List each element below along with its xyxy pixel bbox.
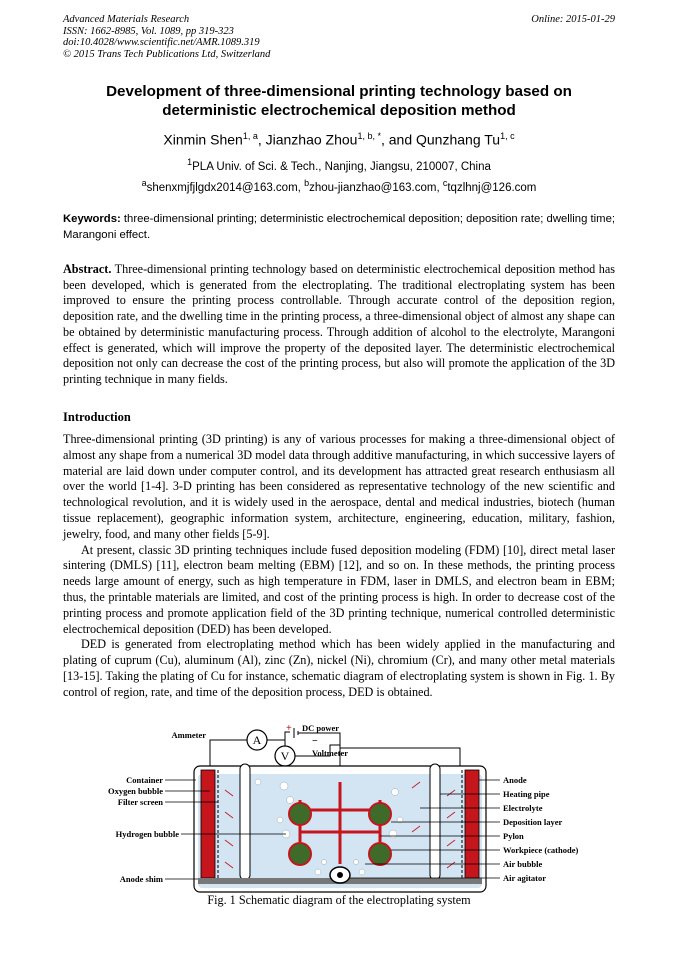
plus-sign: + bbox=[286, 723, 292, 734]
figure-caption: Fig. 1 Schematic diagram of the electroplating system bbox=[207, 893, 471, 907]
ammeter-label: Ammeter bbox=[171, 730, 206, 740]
introduction-body bbox=[63, 432, 615, 701]
keywords-label: Keywords: bbox=[63, 213, 121, 225]
workpiece-1 bbox=[289, 803, 311, 825]
keywords bbox=[63, 212, 615, 243]
label-workpiece: Workpiece (cathode) bbox=[503, 845, 579, 855]
email-b: zhou-jianzhao@163.com, bbox=[309, 181, 443, 194]
affiliation-sup: 1 bbox=[187, 157, 193, 167]
label-heating-pipe: Heating pipe bbox=[503, 789, 550, 799]
label-oxygen-bubble: Oxygen bubble bbox=[107, 786, 163, 796]
issn: ISSN: 1662-8985, Vol. 1089, pp 319-323 bbox=[63, 25, 234, 37]
email-c-sup: c bbox=[442, 178, 448, 188]
label-filter-screen: Filter screen bbox=[117, 797, 163, 807]
label-electrolyte: Electrolyte bbox=[503, 803, 543, 813]
intro-paragraph-2: At present, classic 3D printing techniques include fused deposition modeling (FDM) [10], direct metal laser sintering (DMLS) [11], electron beam melting (EBM) [12], and so on. In these methods, the printing process needs large amount of energy, such as high temperature in FDM, laser in DMLS, and electron beam in EBM; thus, the printable materials are limited, and cost of the printing process is high. In order to decrease cost of the printing process and promote application field of the 3D printing technique, numerical controlled deterministic electrochemical deposition (DED) has been developed. bbox=[63, 542, 615, 636]
authors: Xinmin Shen$^{1, a}$, Jianzhao Zhou$^{1, b, *}$, and Qunzhang Tu$^{1, c}$ bbox=[163, 131, 515, 148]
journal-name: Advanced Materials Research bbox=[63, 14, 190, 25]
dc-power-label: DC power bbox=[302, 723, 340, 733]
workpiece-4 bbox=[369, 843, 391, 865]
doi: doi:10.4028/www.scientific.net/AMR.1089.319 bbox=[63, 37, 260, 49]
left-heating-pipe bbox=[240, 764, 250, 880]
copyright: © 2015 Trans Tech Publications Ltd, Switzerland bbox=[63, 48, 271, 60]
right-anode bbox=[465, 770, 479, 878]
email-a-sup: a bbox=[141, 178, 147, 188]
introduction-heading: Introduction bbox=[63, 410, 131, 424]
workpiece-2 bbox=[369, 803, 391, 825]
label-anode: Anode bbox=[503, 775, 527, 785]
abstract-label: Abstract. bbox=[63, 262, 112, 276]
online-date: Online: 2015-01-29 bbox=[531, 14, 615, 25]
journal-header bbox=[63, 14, 615, 60]
emails bbox=[60, 178, 618, 194]
label-deposition-layer: Deposition layer bbox=[503, 817, 563, 827]
author-2: Jianzhao Zhou bbox=[265, 131, 358, 148]
email-a: shenxmjfjlgdx2014@163.com, bbox=[146, 181, 305, 194]
label-air-agitator: Air agitator bbox=[503, 873, 547, 883]
author-3-sup: 1, c bbox=[500, 131, 515, 141]
label-pylon: Pylon bbox=[503, 831, 524, 841]
ammeter-letter: A bbox=[252, 733, 262, 747]
label-hydrogen-bubble: Hydrogen bubble bbox=[115, 829, 179, 839]
label-air-bubble: Air bubble bbox=[503, 859, 543, 869]
label-anode-shim: Anode shim bbox=[119, 874, 163, 884]
paper-title: Development of three-dimensional printing technology based on deterministic electrochemical deposition method bbox=[106, 83, 572, 119]
abstract bbox=[63, 262, 615, 388]
electroplating-diagram bbox=[90, 722, 600, 898]
left-anode bbox=[201, 770, 215, 878]
affiliation bbox=[60, 157, 618, 173]
minus-sign: − bbox=[312, 736, 318, 747]
affiliation-text: PLA Univ. of Sci. & Tech., Nanjing, Jiangsu, 210007, China bbox=[192, 160, 491, 173]
intro-paragraph-1: Three-dimensional printing (3D printing) is any of various processes for making a three-dimensional object of almost any shape from a numerical 3D model data through additive manufacturing, in which successive layers of material are laid down under computer control, and its development has attracted great research enthusiasm all over the world [1-4]. 3-D printing has been considered as representative technology of the new scientific and technological revolution, and it is widely used in the aerospace, dental and medical industries, biotech (human tissue replacement), geographic information system, architecture, engineering, education, military, fashion, jewelry, food, and many other fields [5-9]. bbox=[63, 432, 615, 541]
author-2-sup: 1, b, * bbox=[357, 131, 381, 141]
voltmeter-label: Voltmeter bbox=[312, 748, 349, 758]
author-3: Qunzhang Tu bbox=[416, 131, 501, 148]
email-b-sup: b bbox=[304, 178, 310, 188]
author-sep: , and bbox=[380, 131, 416, 148]
author-1: Xinmin Shen bbox=[163, 131, 243, 148]
voltmeter-letter: V bbox=[280, 749, 290, 763]
abstract-text: Three-dimensional printing technology based on deterministic electrochemical deposition method has been developed, which is generated from the electroplating. The traditional electroplating system has been improved to ensure the printing process controllable. Through accurate control of the deposition region, deposition rate, and the dwelling time in the printing process, a three-dimensional object of almost any shape can be obtained by deterministic manufacturing process. Through addition of alcohol to the electrolyte, Marangoni effect is generated, which will improve the property of the deposited layer. The deterministic electrochemical deposition not only can decrease the cost of the printing process, but also will promote the application of the 3D printing technique in many fields. bbox=[63, 262, 615, 386]
keywords-text: three-dimensional printing; deterministic electrochemical deposition; deposition rate; dwelling time; Marangoni effect. bbox=[63, 213, 615, 241]
label-container: Container bbox=[126, 775, 163, 785]
author-1-sup: 1, a bbox=[242, 131, 258, 141]
workpiece-3 bbox=[289, 843, 311, 865]
email-c: tqzlhnj@126.com bbox=[447, 181, 537, 194]
intro-paragraph-3: DED is generated from electroplating method which has been widely applied in the manufacturing and plating of cuprum (Cu), aluminum (Al), zinc (Zn), nickel (Ni), chromium (Cr), and many other metal materials [13-15]. Taking the plating of Cu for instance, schematic diagram of electroplating system is shown in Fig. 1. By control of region, rate, and time of the deposition process, DED is obtained. bbox=[63, 637, 615, 699]
